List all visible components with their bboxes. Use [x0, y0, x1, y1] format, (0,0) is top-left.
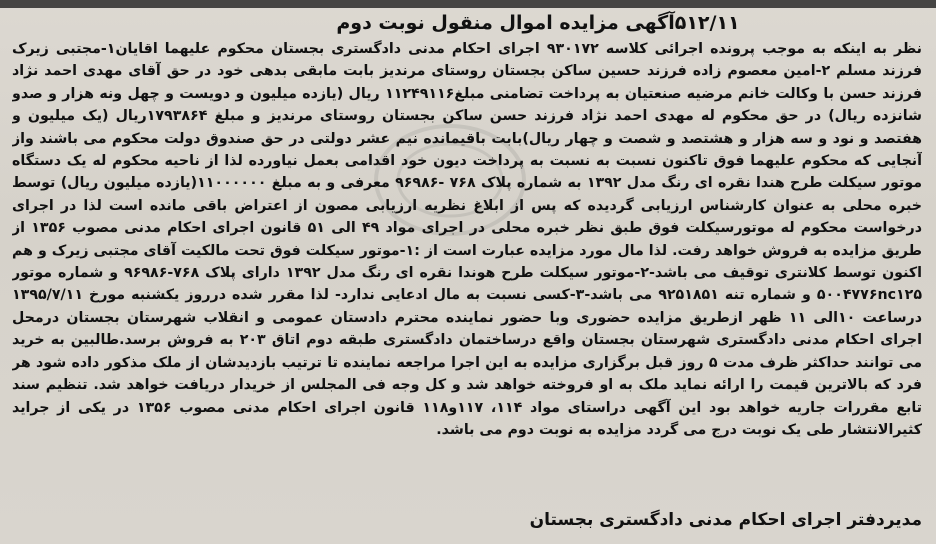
notice-body [12, 38, 922, 498]
notice-title: ۵۱۲/۱۱آگهی مزایده اموال منقول نوبت دوم [336, 12, 740, 34]
notice-signature: مدیردفتر اجرای احکام مدنی دادگستری بجستان [529, 510, 922, 530]
top-border-strip [0, 0, 936, 8]
notice-body-paragraph: نظر به اینکه به موجب پرونده اجرائی کلاسه ۹۳۰۱۷۲ اجرای احکام مدنی دادگستری بجستان محکوم علیهما اقایان۱-مجتبی زیرک فرزند مسلم ۲-امین معصوم زاده فرزند حسین ساکن بجستان روستای مرندیز بابت مابقی بدهی خود در حق آقای مهدی احمد نژاد فرزند حسن با وکالت خانم مرضیه صنعتیان به پرداخت تضامنی مبلغ۱۱۲۴۹۱۱۶ ریال (یازده میلیون و دویست و چهل ونه هزار و صدو شانزده ریال) در حق محکوم له مهدی احمد نژاد فرزند حسن ساکن بجستان روستای مرندیز و مبلغ ۱۷۹۳۸۶۴ریال (یک میلیون و هفتصد و نود و سه هزار و هشتصد و شصت و چهار ریال)بابت باقیمانده نیم عشر دولتی در حق صندوق دولت محکوم می باشند واز آنجایی که محکوم علیهما فوق تاکنون نسبت به نسبت به پرداخت دیون خود اقدامی بعمل نیاورده لذا از ناحیه محکوم له یک دستگاه موتور سیکلت طرح هندا نقره ای رنگ مدل ۱۳۹۲ به شماره پلاک ۷۶۸ -۹۶۹۸۶ معرفی و به مبلغ ۱۱۰۰۰۰۰۰(یازده میلیون ریال) توسط خبره محلی به عنوان کارشناس ارزیابی گردیده که پس از ابلاغ نظریه ارزیابی مصون از اعتراض باقی مانده است لذا در اجرای درخواست محکوم له موتورسیکلت فوق طبق نظر خبره محلی در اجرای مواد ۴۹ الی ۵۱ قانون اجرای احکام مدنی مصوب ۱۳۵۶ از طریق مزایده به فروش خواهد رفت. لذا مال مورد مزایده عبارت است از :۱-موتور سیکلت فوق تحت مالکیت آقای مجتبی زیرک و هم اکنون توسط کلانتری توقیف می باشد-۲-موتور سیکلت طرح هوندا نقره ای رنگ مدل ۱۳۹۲ دارای پلاک ۷۶۸-۹۶۹۸۶ و شماره موتور ۵۰۰۴۷۷۶nc۱۲۵ و شماره تنه ۹۲۵۱۸۵۱ می باشد-۳-کسی نسبت به مال ادعایی ندارد- لذا مقرر شده درروز یکشنبه مورخ ۱۳۹۵/۷/۱۱ درساعت ۱۰الی ۱۱ ظهر ازطریق مزایده حضوری وبا حضور نماینده محترم دادستان عمومی و انقلاب شهرستان بجستان درمحل اجرای احکام مدنی دادگستری شهرستان بجستان واقع درساختمان دادگستری طبقه دوم اتاق ۲۰۳ به فروش برسد.طالبین به خرید می توانند حداکثر ظرف مدت ۵ روز قبل برگزاری مزایده به این اجرا مراجعه نماینده تا ترتیب بازدیدشان از ملک مذکور داده شود هر فرد که بالاترین قیمت را ارائه نماید ملک به او فروخته خواهد شد و کل وجه فی المجلس از خریدار دریافت خواهد شد. تنظیم سند تابع مقررات جاریه خواهد بود این آگهی دراستای مواد ۱۱۴، ۱۱۷و۱۱۸ قانون اجرای احکام مدنی مصوب ۱۳۵۶ در یکی از جراید کثیرالانتشار طی یک نوبت درج می گردد مزایده به نوبت دوم می باشد. [12, 41, 922, 438]
